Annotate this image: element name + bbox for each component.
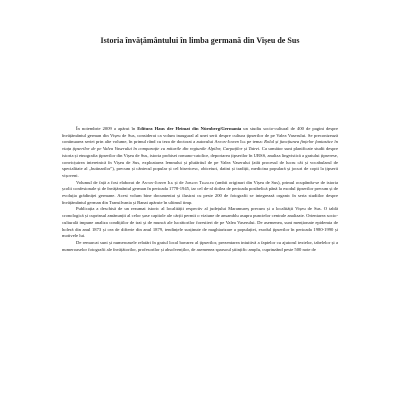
- thesis-title: Rolul și funcțiunea fințelor fantastice în viața țipserilor de pe Valea Vaserului în comparație cu miturile din regiunile Alpilor, Carpaților și Tatrei.: [62, 139, 338, 152]
- article-body: [62, 126, 338, 253]
- text-run: Volumul de față a fost elaborat de: [76, 179, 142, 185]
- body-paragraph: [62, 206, 338, 240]
- article-title: Istoria învățământului în limba germană din Vișeu de Sus: [100, 36, 300, 45]
- text-run: Ca următor sunt planificate studii despre istoria și etnografia țipserilor din Vișeu de Sus, istoria probisei romano-catolice, deportarea țipserilor în URSS, analiza lingvistică a graiului țipserese, convicțuirea interetnică în Vișeu de Sus, exploatarea lemnului și plutăritul de pe Valea Vaserului (atât procesul de lucru cât și vocabularul de specialitate al „butinarilor"), precum și cântecul popular și cel bisericesc, obiceiuri, datini și tradiții, medicina populară și jocuri de copii la țipserii vișoveni.: [62, 146, 338, 178]
- text-run: De remarcat sunt și numeroasele relatări în graiul local bavarez al țipserilor, prezentarea intuitivă a faptelor cu ajutorul textelor, tabelelor și a numeroaselor fotografii ale învățătorilor, profesorilor și absolvenților, de asemenea sparsoul științific amplu, cuprinzând peste 500 note de: [62, 239, 338, 252]
- author-name: Anton-Joseph Ilk: [141, 179, 174, 185]
- publisher-name: Editura Haus der Heimat din Nürnberg/Germania: [137, 126, 242, 131]
- text-run: pe tema:: [245, 139, 265, 145]
- text-run: Publicația a deschisă de un rezumat istoric al localității respectiv al județului Maramureș precum și a localității Vișeu de Sus. O tablă cronologică și cuprinsul amănunțit al celor șase capitole ale cărții permit o viziune de ansamblu asupra punctelor centrale analizate. Orientarea socio-culturală impune analiza condițiilor de trai și de muncă ale lucrătorilor forestieri de pe Valea Vaserului. De asemenea, sunt menționate epidemia de holeră din anul 1873 și cea de difterie din anul 1879, tendințele susținute de maghiarizare a populației, exodul țipserilor în perioada 1980-1990 și motivele lui.: [62, 206, 338, 239]
- text-run: (ambii originari din Vișeu de Sus), primul ocupându-se de istoria școlii confesionale și de învățământul german în perioada 1778-1945, iar cel de-al doilea de perioada postbelică până la exodul țipserilor precum și de evoluția grădiniței germane. Acest volum bine documentat și ilustrat cu peste 200 de fotografii se integrează organic în seria studiilor despre învățământul german din Transilvania și Banat apărute în ultimul timp.: [62, 179, 338, 205]
- body-paragraph: [62, 180, 338, 207]
- text-run: și de: [173, 179, 186, 185]
- text-run: În noiembrie 2009 a apărut în: [76, 126, 138, 131]
- body-paragraph: [62, 240, 338, 253]
- author-name: Johann Traxler: [185, 179, 214, 185]
- text-run: un studiu socio-cultural de 400 de pagini despre învățământul german din Vișeu de Sus, considerat ca volum inaugural al unei serii despre cultura țipserilor de pe Valea Vaserului. Se preconizează continuarea seriei prin alte volume, în primul rând cu teza de doctorat a autorului: [62, 126, 338, 145]
- body-paragraph: [62, 126, 338, 180]
- author-name: Anton-Joseph Ilk: [214, 139, 246, 145]
